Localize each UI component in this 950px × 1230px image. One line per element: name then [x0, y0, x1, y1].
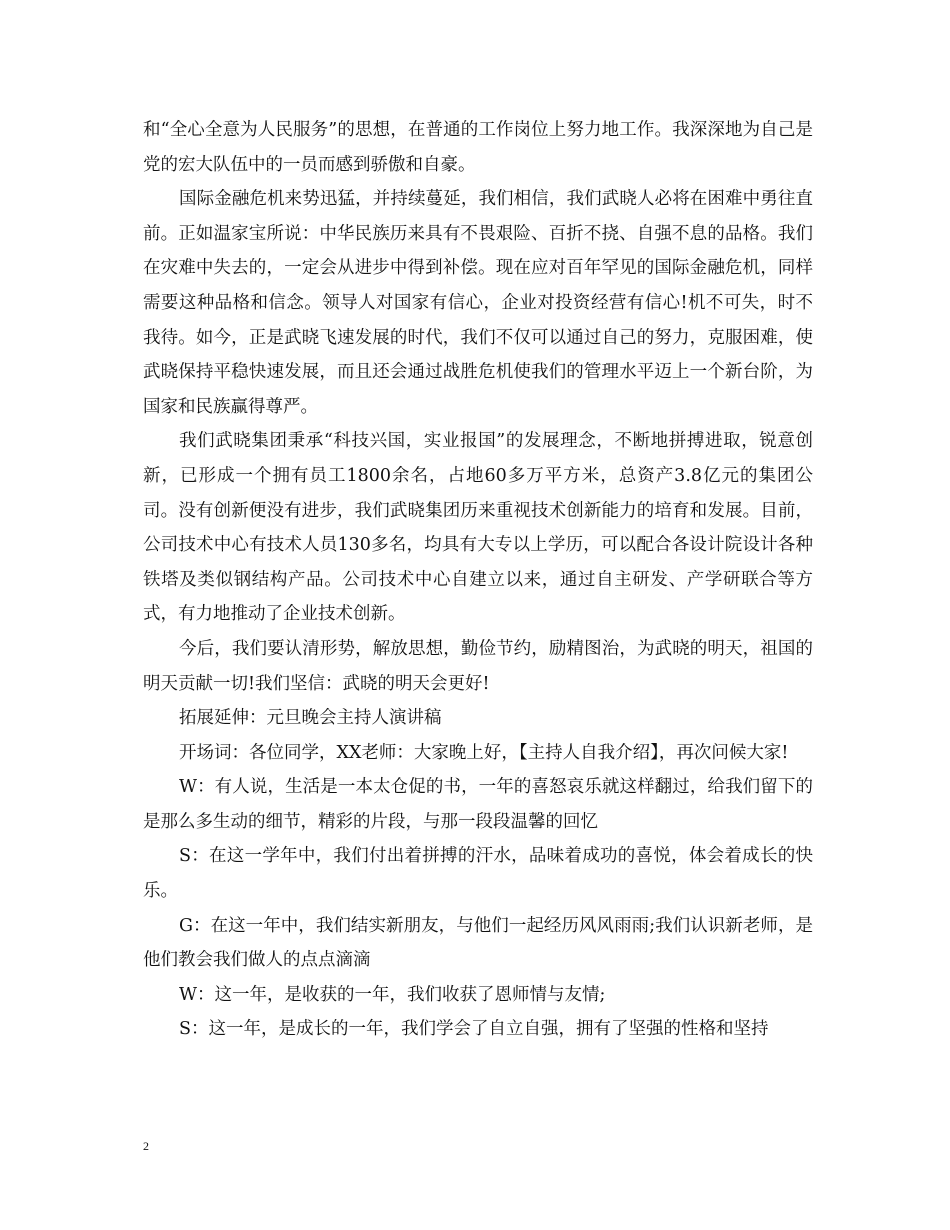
dialogue-line-w-1: W：有人说，生活是一本太仓促的书，一年的喜怒哀乐就这样翻过，给我们留下的是那么多生动的细节，精彩的片段，与那一段段温馨的回忆: [143, 777, 813, 832]
document-body: [143, 113, 813, 1047]
paragraph-3: 我们武晓集团秉承“科技兴国，实业报国”的发展理念，不断地拼搏进取，锐意创新，已形成一个拥有员工1800余名，占地60多万平方米，总资产3.8亿元的集团公司。没有创新便没有进步，我们武晓集团历来重视技术创新能力的培育和发展。目前，公司技术中心有技术人员130多名，均具有大专以上学历，可以配合各设计院设计各种铁塔及类似钢结构产品。公司技术中心自建立以来，通过自主研发、产学研联合等方式，有力地推动了企业技术创新。: [143, 431, 813, 625]
page-number: 2: [143, 1139, 149, 1153]
dialogue-line-w-2: W：这一年，是收获的一年，我们收获了恩师情与友情;: [179, 984, 606, 1005]
dialogue-line-s-1: S：在这一学年中，我们付出着拼搏的汗水，品味着成功的喜悦，体会着成长的快乐。: [143, 846, 813, 902]
paragraph-2: 国际金融危机来势迅猛，并持续蔓延，我们相信，我们武晓人必将在困难中勇往直前。正如温家宝所说：中华民族历来具有不畏艰险、百折不挠、自强不息的品格。我们在灾难中失去的，一定会从进步中得到补偿。现在应对百年罕见的国际金融危机，同样需要这种品格和信念。领导人对国家有信心，企业对投资经营有信心!机不可失，时不我待。如今，正是武晓飞速发展的时代，我们不仅可以通过自己的努力，克服困难，使武晓保持平稳快速发展，而且还会通过战胜危机使我们的管理水平迈上一个新台阶，为国家和民族赢得尊严。: [143, 189, 813, 417]
paragraph-opening-words: 开场词：各位同学，XX老师：大家晚上好，【主持人自我介绍】，再次问候大家!: [179, 742, 789, 763]
dialogue-line-s-2: S：这一年，是成长的一年，我们学会了自立自强，拥有了坚强的性格和坚持: [179, 1019, 769, 1040]
dialogue-line-g-1: G：在这一年中，我们结实新朋友，与他们一起经历风风雨雨;我们认识新老师，是他们教会我们做人的点点滴滴: [143, 915, 813, 971]
paragraph-4: 今后，我们要认清形势，解放思想，勤俭节约，励精图治，为武晓的明天，祖国的明天贡献一切!我们坚信：武晓的明天会更好!: [143, 638, 813, 694]
paragraph-1: 和“全心全意为人民服务”的思想，在普通的工作岗位上努力地工作。我深深地为自己是党的宏大队伍中的一员而感到骄傲和自豪。: [143, 120, 813, 175]
section-heading-extension: 拓展延伸：元旦晚会主持人演讲稿: [179, 708, 442, 729]
